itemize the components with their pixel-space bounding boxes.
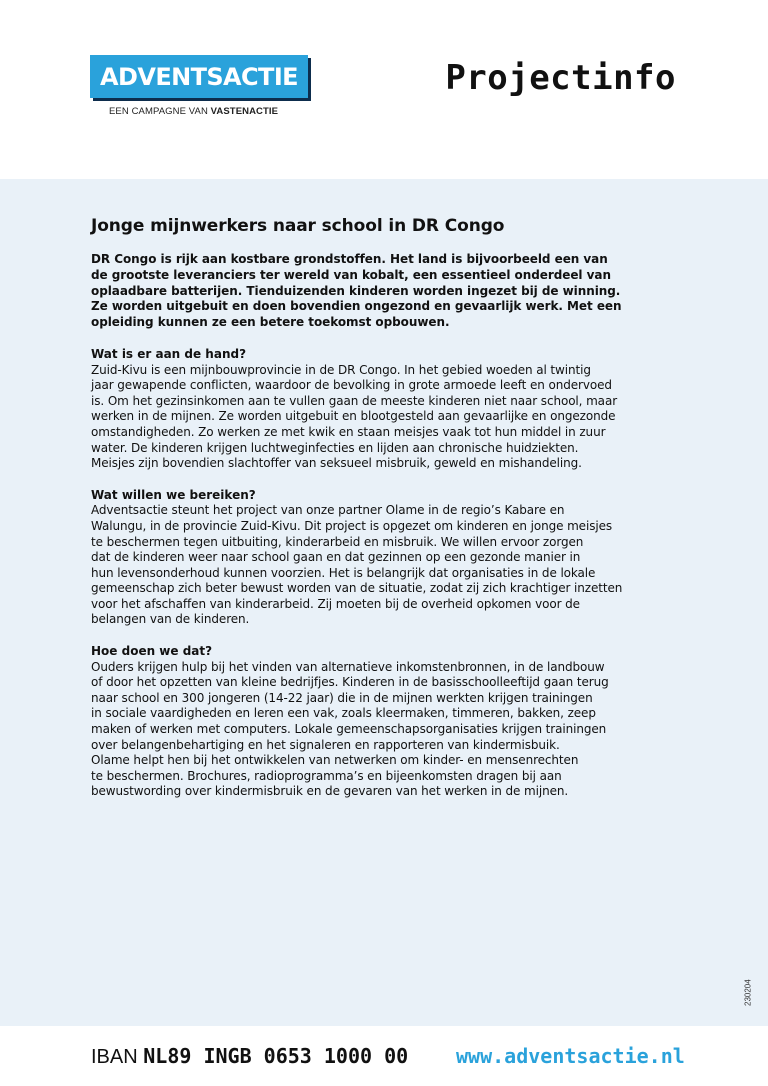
- iban-label: IBAN: [91, 1046, 144, 1068]
- section-line: voor het afschaffen van kinderarbeid. Zij moeten bij de overheid opkomen voor de: [91, 596, 580, 611]
- section-line: te beschermen tegen uitbuiting, kinderarbeid en misbruik. We willen ervoor zorgen: [91, 534, 584, 549]
- section-title: Wat is er aan de hand?: [91, 346, 247, 361]
- section-wat-is-er-aan-de-hand: [91, 347, 691, 472]
- article-intro: [91, 252, 691, 331]
- intro-line: DR Congo is rijk aan kostbare grondstoffen. Het land is bijvoorbeeld een van: [91, 252, 608, 266]
- page-footer: [0, 1026, 768, 1086]
- logo-box: [90, 55, 308, 98]
- section-body: [91, 660, 691, 800]
- logo-subtitle-brand: VASTENACTIE: [210, 106, 279, 117]
- section-line: te beschermen. Brochures, radioprogramma’s en bijeenkomsten dragen bij aan: [91, 768, 562, 783]
- intro-line: opleiding kunnen ze een betere toekomst opbouwen.: [91, 315, 450, 330]
- section-line: Zuid-Kivu is een mijnbouwprovincie in de DR Congo. In het gebied woeden al twintig: [91, 362, 591, 377]
- adventsactie-logo: [90, 55, 308, 117]
- article-heading: Jonge mijnwerkers naar school in DR Congo: [91, 216, 505, 236]
- section-line: Ouders krijgen hulp bij het vinden van alternatieve inkomstenbronnen, in de landbouw: [91, 659, 605, 674]
- section-line: omstandigheden. Zo werken ze met kwik en staan meisjes vaak tot hun middel in zuur: [91, 424, 606, 439]
- logo-subtitle: [109, 106, 308, 117]
- section-line: dat de kinderen weer naar school gaan en dat gezinnen op een gezonde manier in: [91, 550, 581, 565]
- section-line: bewustwording over kindermisbruik en de gevaren van het werken in de mijnen.: [91, 784, 569, 799]
- section-line: Meisjes zijn bovendien slachtoffer van seksueel misbruik, geweld en mishandeling.: [91, 456, 582, 471]
- section-line: hun levensonderhoud kunnen voorzien. Het is belangrijk dat organisaties in de lokale: [91, 565, 596, 580]
- page-header: [0, 0, 768, 179]
- section-line: maken of werken met computers. Lokale gemeenschapsorganisaties krijgen trainingen: [91, 722, 607, 737]
- section-title: Hoe doen we dat?: [91, 644, 213, 659]
- section-hoe-doen-we-dat: [91, 644, 691, 800]
- section-title: Wat willen we bereiken?: [91, 487, 256, 502]
- section-line: gemeenschap zich beter bewust worden van de situatie, zodat zij zich krachtiger inzetten: [91, 581, 623, 596]
- section-line: belangen van de kinderen.: [91, 612, 250, 627]
- intro-line: Ze worden uitgebuit en doen bovendien ongezond en gevaarlijk werk. Met een: [91, 299, 622, 314]
- section-line: water. De kinderen krijgen luchtweginfecties en lijden aan chronische huidziekten.: [91, 440, 579, 455]
- section-line: is. Om het gezinsinkomen aan te vullen gaan de meeste kinderen niet naar school, maar: [91, 393, 618, 408]
- website-link[interactable]: www.adventsactie.nl: [456, 1044, 685, 1068]
- section-wat-willen-we-bereiken: [91, 488, 691, 628]
- intro-line: oplaadbare batterijen. Tienduizenden kinderen worden ingezet bij de winning.: [91, 283, 621, 298]
- content-panel: [0, 179, 768, 1026]
- iban: [91, 1044, 408, 1069]
- section-body: [91, 363, 691, 472]
- page-title: Projectinfo: [445, 58, 676, 98]
- section-line: jaar gewapende conflicten, waardoor de bevolking in grote armoede leeft en ondervoed: [91, 378, 612, 393]
- section-line: naar school en 300 jongeren (14-22 jaar) die in de mijnen werkten krijgen trainingen: [91, 690, 593, 705]
- article: [91, 216, 691, 816]
- section-line: Walungu, in de provincie Zuid-Kivu. Dit project is opgezet om kinderen en jonge meisjes: [91, 518, 613, 533]
- section-line: Olame helpt hen bij het ontwikkelen van netwerken om kinder- en mensenrechten: [91, 753, 579, 768]
- section-body: [91, 503, 691, 628]
- section-line: over belangenbehartiging en het signaleren en rapporteren van kindermisbuik.: [91, 737, 560, 752]
- logo-text: ADVENTSACTIE: [100, 62, 298, 91]
- section-line: werken in de mijnen. Ze worden uitgebuit en blootgesteld aan gevaarlijke en ongezonde: [91, 409, 616, 424]
- intro-line: de grootste leveranciers ter wereld van kobalt, een essentieel onderdeel van: [91, 267, 611, 282]
- logo-subtitle-prefix: EEN CAMPAGNE VAN: [109, 106, 211, 117]
- document-code: 230204: [743, 979, 753, 1007]
- section-line: Adventsactie steunt het project van onze partner Olame in de regio’s Kabare en: [91, 503, 565, 518]
- section-line: of door het opzetten van kleine bedrijfjes. Kinderen in de basisschoolleeftijd gaan terug: [91, 675, 609, 690]
- section-line: in sociale vaardigheden en leren een vak, zoals kleermaken, timmeren, bakken, zeep: [91, 706, 596, 721]
- iban-number: NL89 INGB 0653 1000 00: [143, 1044, 409, 1068]
